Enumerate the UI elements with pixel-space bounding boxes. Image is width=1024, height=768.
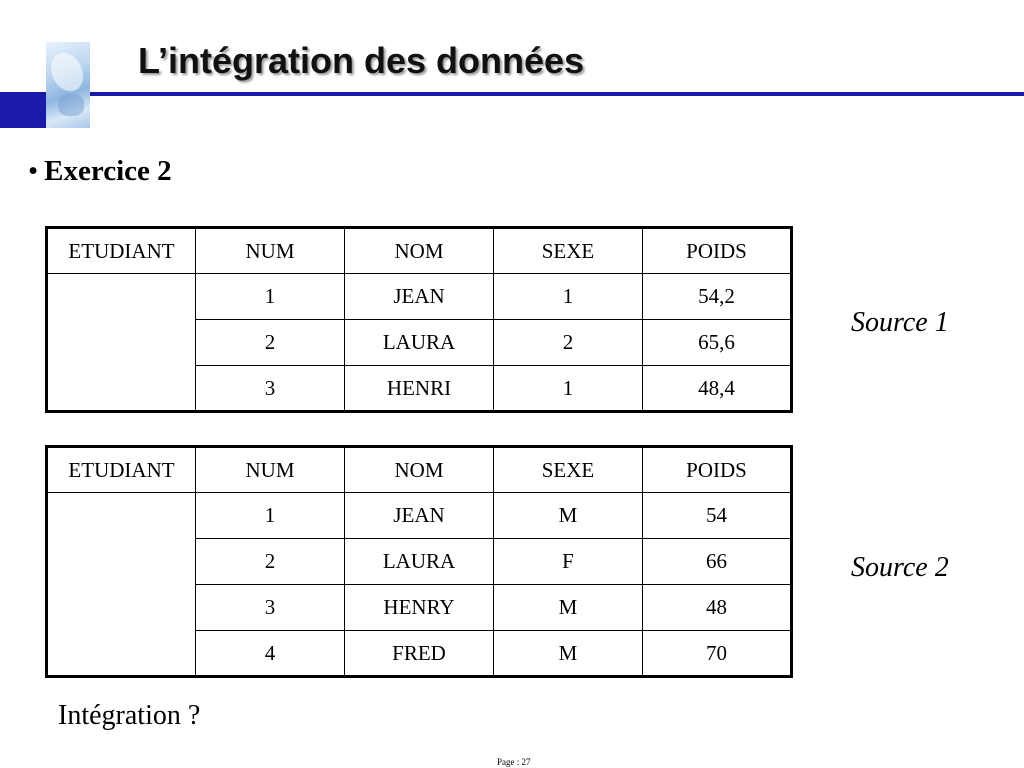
header-cell: SEXE — [494, 447, 643, 493]
table-cell: 1 — [494, 366, 643, 412]
header-cell: NOM — [345, 447, 494, 493]
table-cell: 65,6 — [643, 320, 792, 366]
bullet-dot: • — [28, 155, 39, 187]
title-underline — [90, 92, 1024, 96]
source-1-table — [45, 226, 793, 413]
table-cell: 4 — [196, 631, 345, 677]
slide-title: L’intégration des données — [138, 40, 585, 81]
table-cell: 2 — [196, 320, 345, 366]
table-cell: 2 — [196, 539, 345, 585]
table-cell: 70 — [643, 631, 792, 677]
table-cell: FRED — [345, 631, 494, 677]
table-cell: 2 — [494, 320, 643, 366]
table-cell: M — [494, 585, 643, 631]
table-cell: F — [494, 539, 643, 585]
table-cell: JEAN — [345, 493, 494, 539]
table-cell: 48 — [643, 585, 792, 631]
table-cell: 54 — [643, 493, 792, 539]
header-cell: ETUDIANT — [47, 447, 196, 493]
table-cell: 1 — [494, 274, 643, 320]
left-accent-bar — [0, 92, 46, 128]
table-header-row — [47, 228, 792, 274]
header-cell: NUM — [196, 228, 345, 274]
table-cell: M — [494, 631, 643, 677]
source-1-label: Source 1 — [851, 307, 949, 338]
header-cell: NOM — [345, 228, 494, 274]
table-cell: 3 — [196, 585, 345, 631]
etudiant-cell — [47, 274, 196, 412]
table-row — [47, 493, 792, 539]
table-cell: JEAN — [345, 274, 494, 320]
table-row — [47, 274, 792, 320]
bullet-exercise — [28, 155, 172, 188]
page-number: Page : 27 — [497, 757, 531, 767]
table-cell: 48,4 — [643, 366, 792, 412]
table-cell: M — [494, 493, 643, 539]
table-cell: 1 — [196, 493, 345, 539]
header-cell: NUM — [196, 447, 345, 493]
table-cell: HENRI — [345, 366, 494, 412]
integration-question: Intégration ? — [58, 700, 201, 731]
table-cell: LAURA — [345, 320, 494, 366]
header-decorative-image — [46, 42, 90, 128]
table-header-row — [47, 447, 792, 493]
table-cell: 3 — [196, 366, 345, 412]
etudiant-cell — [47, 493, 196, 677]
table-cell: 1 — [196, 274, 345, 320]
source-2-table — [45, 445, 793, 678]
header-cell: SEXE — [494, 228, 643, 274]
header-cell: POIDS — [643, 447, 792, 493]
header-cell: ETUDIANT — [47, 228, 196, 274]
table-cell: 54,2 — [643, 274, 792, 320]
table-cell: HENRY — [345, 585, 494, 631]
source-2-label: Source 2 — [851, 552, 949, 583]
bullet-text: Exercice 2 — [44, 155, 172, 187]
header-cell: POIDS — [643, 228, 792, 274]
table-cell: LAURA — [345, 539, 494, 585]
table-cell: 66 — [643, 539, 792, 585]
